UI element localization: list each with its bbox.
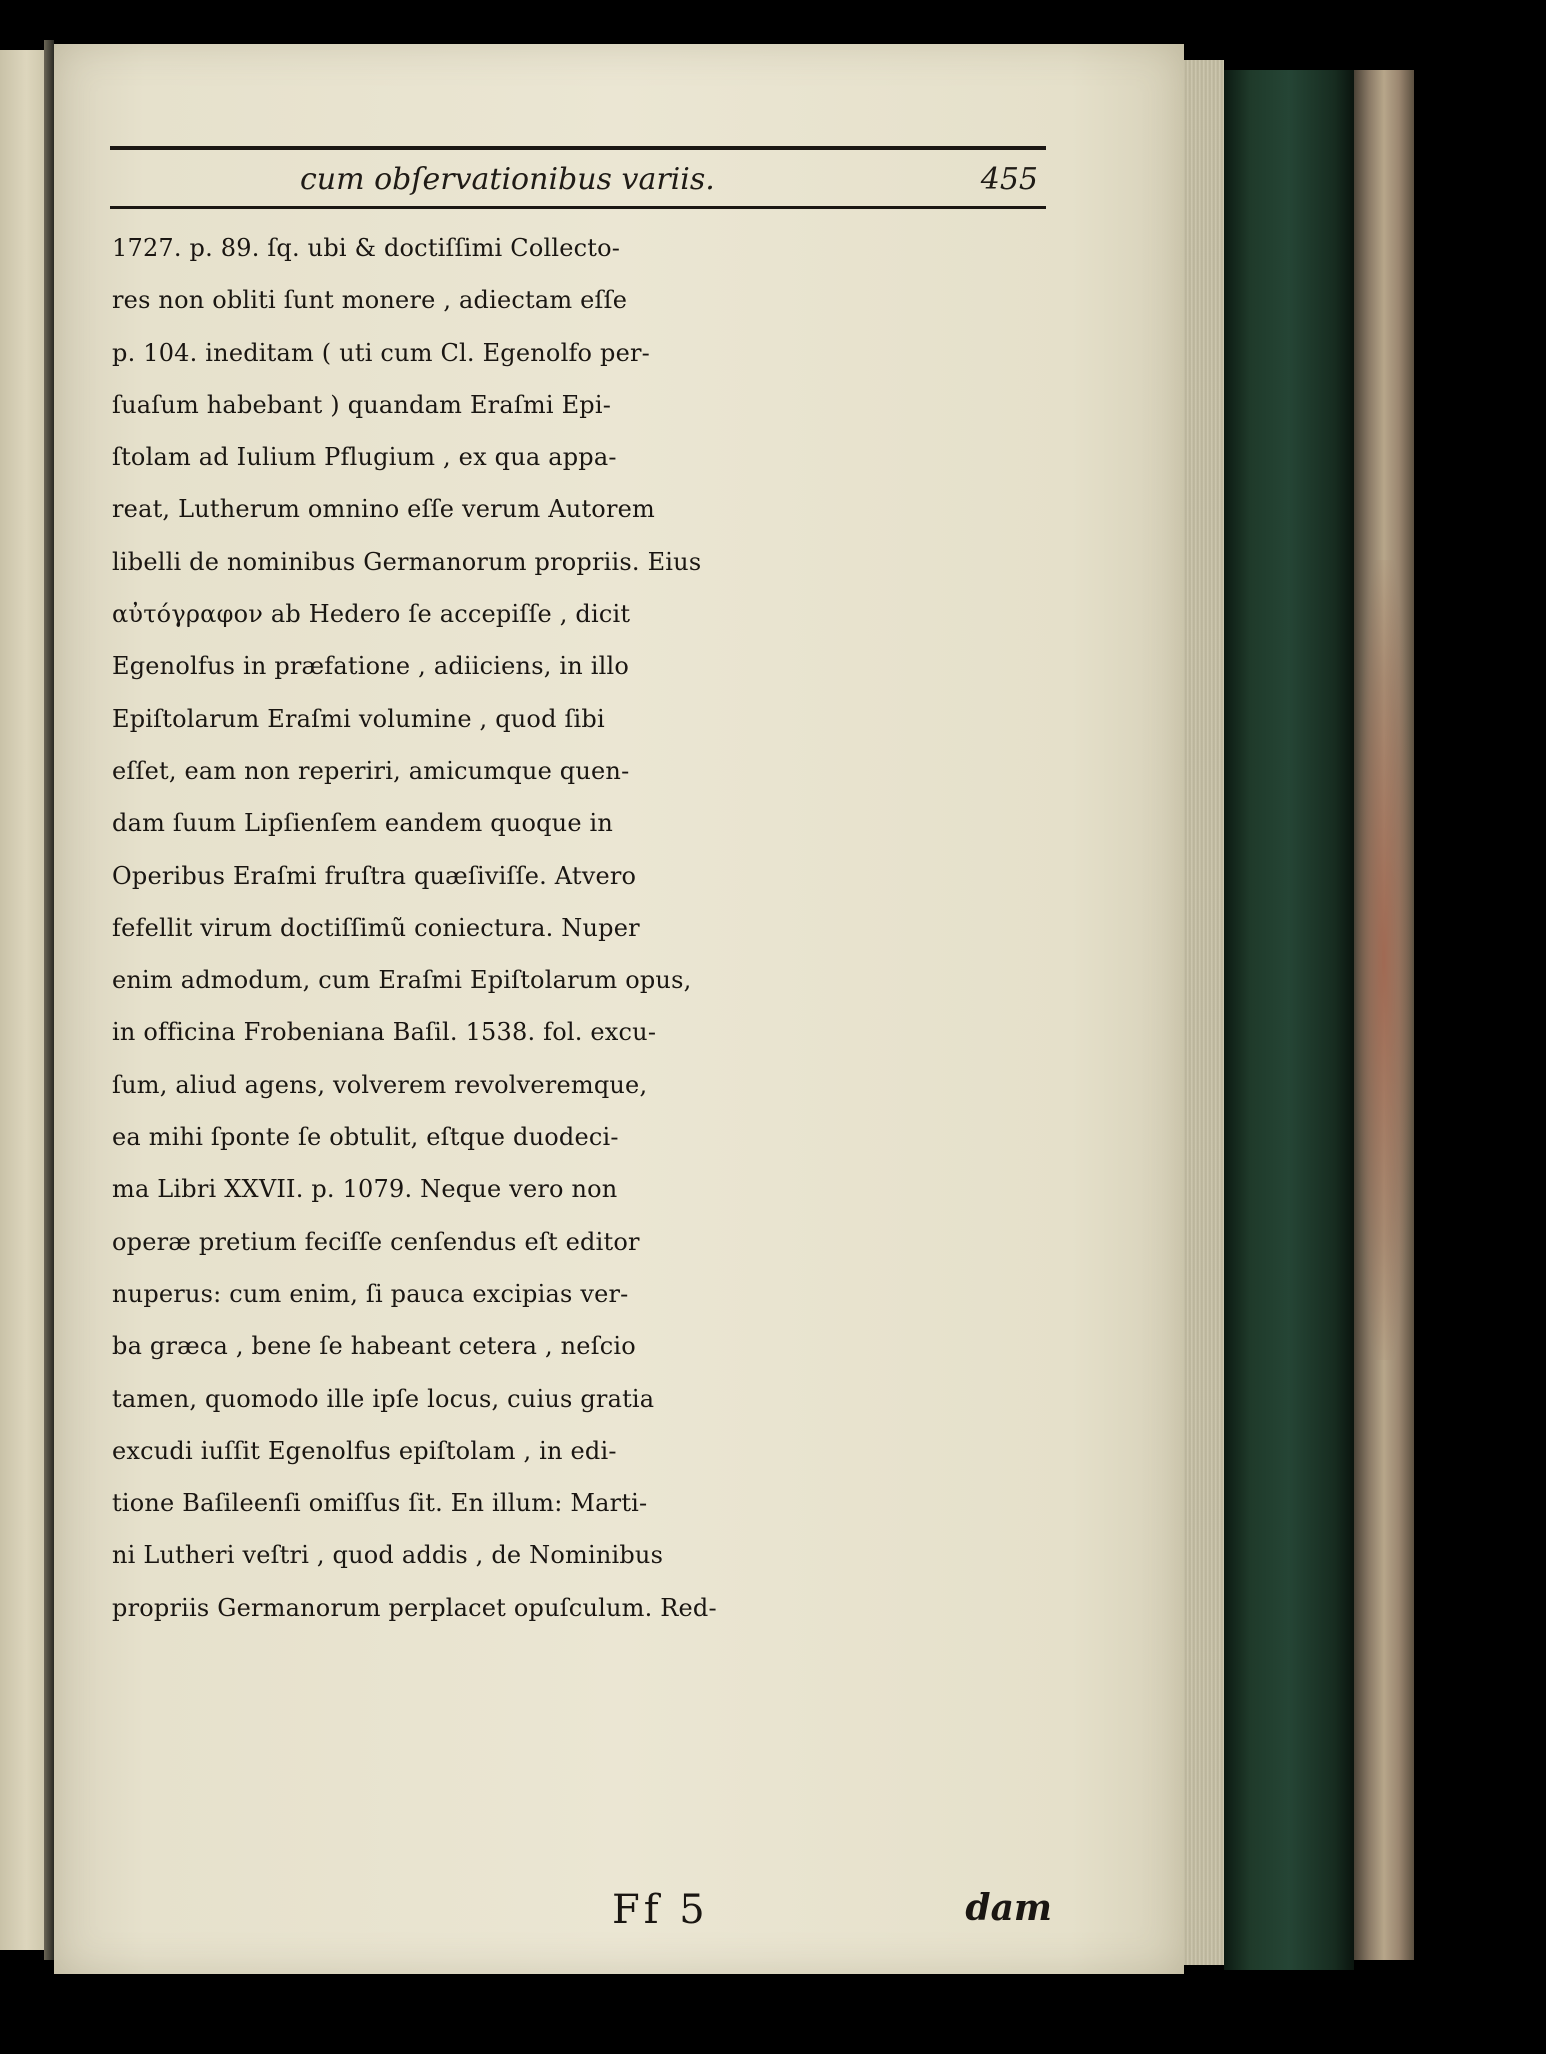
signature-mark: Ff 5 (612, 1887, 709, 1933)
page-number: 455 (980, 162, 1038, 197)
page-footer (112, 1887, 1072, 1939)
text-line: reat, Lutherum omnino eſſe verum Autorem (112, 495, 655, 524)
cover-stain (1356, 560, 1412, 1360)
text-line: enim admodum, cum Eraſmi Epiſtolarum opus, (112, 966, 692, 995)
text-line: αὐτόγραφον ab Hedero ſe accepiſſe , dicit (112, 600, 631, 629)
running-header (110, 162, 1046, 212)
text-line: libelli de nominibus Germanorum propriis. Eius (112, 547, 702, 576)
text-line: Epiſtolarum Eraſmi volumine , quod ſibi (112, 704, 605, 733)
header-rule-top (110, 146, 1046, 150)
text-line: Egenolfus in præfatione , adiiciens, in illo (112, 652, 630, 681)
text-line: p. 104. ineditam ( uti cum Cl. Egenolfo per- (112, 338, 650, 367)
text-line: excudi iuſſit Egenolfus epiſtolam , in edi- (112, 1436, 617, 1465)
text-line: ma Libri XXVII. p. 1079. Neque vero non (112, 1175, 618, 1204)
catchword: dam (965, 1887, 1052, 1929)
text-line: eſſet, eam non reperiri, amicumque quen- (112, 756, 630, 785)
text-line: tione Baſileenſi omiſſus ſit. En illum: Marti- (112, 1489, 648, 1518)
book-cover-board (1224, 70, 1354, 1970)
text-line: operæ pretium feciſſe cenſendus eſt editor (112, 1227, 640, 1256)
facing-page-edge (0, 50, 46, 1950)
text-line: in officina Frobeniana Baſil. 1538. fol. excu- (112, 1018, 657, 1047)
text-line: ea mihi ſponte ſe obtulit, eſtque duodeci- (112, 1123, 619, 1152)
text-line: ni Lutheri veſtri , quod addis , de Nominibus (112, 1541, 664, 1570)
header-rule-bottom (110, 206, 1046, 209)
text-line: Operibus Eraſmi fruſtra quæſiviſſe. Atvero (112, 861, 637, 890)
text-line: ſum, aliud agens, volverem revolveremque, (112, 1070, 648, 1099)
text-line: dam ſuum Lipſienſem eandem quoque in (112, 809, 614, 838)
text-line: ba græca , bene ſe habeant cetera , neſcio (112, 1332, 636, 1361)
text-line: tamen, quomodo ille ipſe locus, cuius gratia (112, 1384, 655, 1413)
text-line: res non obliti ſunt monere , adiectam eſſe (112, 286, 628, 315)
text-line: 1727. p. 89. ſq. ubi & doctiſſimi Collecto- (112, 234, 621, 262)
book-gutter (44, 40, 54, 1960)
text-line: ſuaſum habebant ) quandam Eraſmi Epi- (112, 390, 612, 419)
running-title: cum obſervationibus variis. (300, 162, 715, 197)
text-line: fefellit virum doctiſſimũ coniectura. Nuper (112, 913, 640, 942)
text-line: ſtolam ad Iulium Pflugium , ex qua appa- (112, 443, 617, 472)
body-text (112, 222, 1072, 1634)
page-block-edges (1184, 60, 1224, 1965)
text-line: nuperus: cum enim, ſi pauca excipias ver- (112, 1279, 629, 1308)
text-line: propriis Germanorum perplacet opuſculum. Red- (112, 1593, 717, 1622)
